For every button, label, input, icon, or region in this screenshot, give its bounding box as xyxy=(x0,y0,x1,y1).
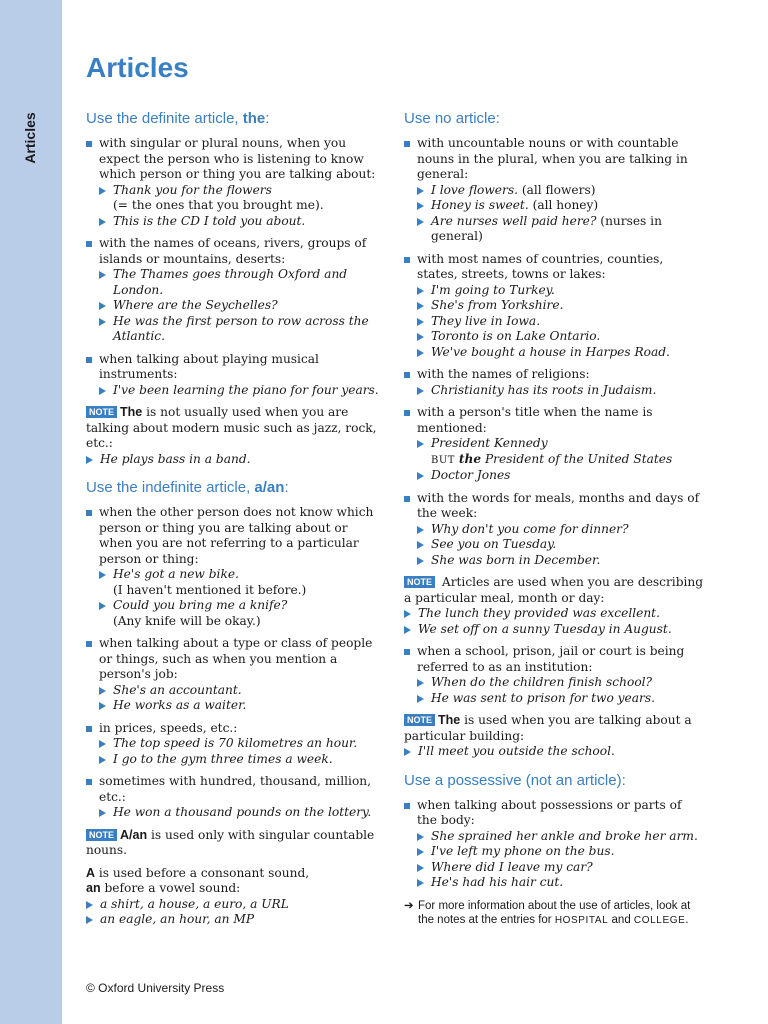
example: He won a thousand pounds on the lottery. xyxy=(99,805,382,821)
bullet-icon xyxy=(404,410,410,416)
definite-article-heading: Use the definite article, the: xyxy=(86,110,270,127)
rule-item: when the other person does not know which person or thing you are talking about or when you are not referring to a particular person or thing: He's got a new bike. (I haven't mentioned it before.) Could you bring me a knife? (Any knife will be okay.) xyxy=(86,505,382,629)
triangle-icon xyxy=(99,740,106,748)
example: He's got a new bike. xyxy=(99,567,382,583)
example: I've been learning the piano for four years. xyxy=(99,383,382,399)
triangle-icon xyxy=(417,833,424,841)
rule-item: when talking about a type or class of people or things, such as when you mention a person's job: She's an accountant. He works as a waiter. xyxy=(86,636,382,714)
example: Toronto is on Lake Ontario. xyxy=(417,329,704,345)
rule-item: with a person's title when the name is mentioned: President Kennedy BUT the President of the United States Doctor Jones xyxy=(404,405,704,484)
example: He plays bass in a band. xyxy=(86,452,382,468)
left-column xyxy=(86,110,382,928)
example: When do the children finish school? xyxy=(417,675,704,691)
example: We set off on a sunny Tuesday in August. xyxy=(404,622,704,638)
triangle-icon xyxy=(417,349,424,357)
triangle-icon xyxy=(404,748,411,756)
no-article-heading: Use no article: xyxy=(404,110,500,127)
bullet-icon xyxy=(86,726,92,732)
triangle-icon xyxy=(417,472,424,480)
triangle-icon xyxy=(99,318,106,326)
example: See you on Tuesday. xyxy=(417,537,704,553)
triangle-icon xyxy=(99,687,106,695)
rule-item: in prices, speeds, etc.: The top speed is 70 kilometres an hour. I go to the gym three times a week. xyxy=(86,721,382,768)
bullet-icon xyxy=(86,641,92,647)
bullet-icon xyxy=(86,241,92,247)
example: He works as a waiter. xyxy=(99,698,382,714)
example: He's had his hair cut. xyxy=(417,875,704,891)
triangle-icon xyxy=(99,702,106,710)
triangle-icon xyxy=(99,809,106,817)
triangle-icon xyxy=(99,302,106,310)
bullet-icon xyxy=(86,510,92,516)
rule-item: with the names of oceans, rivers, groups of islands or mountains, deserts: The Thames goes through Oxford and London. Where are the Seychelles? He was the first person to row across the Atlantic. xyxy=(86,236,382,345)
bullet-icon xyxy=(404,496,410,502)
copyright: © Oxford University Press xyxy=(86,981,225,995)
note-badge: NOTE xyxy=(404,576,435,588)
xref-hospital[interactable]: HOSPITAL xyxy=(554,915,609,926)
triangle-icon xyxy=(417,333,424,341)
triangle-icon xyxy=(417,187,424,195)
sidebar-band xyxy=(0,0,62,1024)
triangle-icon xyxy=(99,387,106,395)
bullet-icon xyxy=(404,803,410,809)
triangle-icon xyxy=(417,287,424,295)
arrow-icon: ➔ xyxy=(404,899,414,912)
example: She's from Yorkshire. xyxy=(417,298,704,314)
see-also: ➔ For more information about the use of articles, look at the notes at the entries for HOSPITAL and COLLEGE. xyxy=(404,899,691,926)
triangle-icon xyxy=(417,557,424,565)
triangle-icon xyxy=(417,864,424,872)
bullet-icon xyxy=(404,257,410,263)
bullet-icon xyxy=(404,141,410,147)
example: a shirt, a house, a euro, a URL xyxy=(86,897,382,913)
note-badge: NOTE xyxy=(86,406,117,418)
right-column xyxy=(404,110,704,929)
note-badge: NOTE xyxy=(404,714,435,726)
bullet-icon xyxy=(404,649,410,655)
example: They live in Iowa. xyxy=(417,314,704,330)
xref-college[interactable]: COLLEGE xyxy=(633,915,686,926)
rule-item: with singular or plural nouns, when you expect the person who is listening to know which person or thing you are talking about: Thank you for the flowers (= the ones that you brought me). This is the CD I told you about. xyxy=(86,136,382,229)
triangle-icon xyxy=(404,610,411,618)
indefinite-article-heading: Use the indefinite article, a/an: xyxy=(86,479,289,496)
example: The Thames goes through Oxford and London. xyxy=(99,267,382,298)
example: Where did I leave my car? xyxy=(417,860,704,876)
example: Are nurses well paid here? (nurses in general) xyxy=(417,214,704,245)
triangle-icon xyxy=(417,695,424,703)
example: She sprained her ankle and broke her arm. xyxy=(417,829,704,845)
bullet-icon xyxy=(86,357,92,363)
example: President Kennedy xyxy=(417,436,704,452)
example: This is the CD I told you about. xyxy=(99,214,382,230)
rule-item: with the words for meals, months and days of the week: Why don't you come for dinner? See you on Tuesday. She was born in December. xyxy=(404,491,704,569)
rule-item: sometimes with hundred, thousand, million, etc.: He won a thousand pounds on the lottery. xyxy=(86,774,382,821)
note-badge: NOTE xyxy=(86,829,117,841)
example: Could you bring me a knife? xyxy=(99,598,382,614)
example: an eagle, an hour, an MP xyxy=(86,912,382,928)
triangle-icon xyxy=(99,571,106,579)
triangle-icon xyxy=(404,626,411,634)
possessive-heading: Use a possessive (not an article): xyxy=(404,771,626,789)
example: He was the first person to row across the Atlantic. xyxy=(99,314,382,345)
triangle-icon xyxy=(99,602,106,610)
rule-item: with the names of religions: Christianity has its roots in Judaism. xyxy=(404,367,704,398)
triangle-icon xyxy=(417,218,424,226)
triangle-icon xyxy=(86,916,93,924)
example: Where are the Seychelles? xyxy=(99,298,382,314)
triangle-icon xyxy=(417,318,424,326)
example: Honey is sweet. (all honey) xyxy=(417,198,704,214)
rule-item: when talking about possessions or parts of the body: She sprained her ankle and broke her arm. I've left my phone on the bus. Where did I leave my car? He's had his hair cut. xyxy=(404,798,704,891)
example: Thank you for the flowers xyxy=(99,183,382,199)
triangle-icon xyxy=(417,848,424,856)
bullet-icon xyxy=(86,141,92,147)
example: The top speed is 70 kilometres an hour. xyxy=(99,736,382,752)
example: I've left my phone on the bus. xyxy=(417,844,704,860)
example: I'm going to Turkey. xyxy=(417,283,704,299)
example: The lunch they provided was excellent. xyxy=(404,606,704,622)
triangle-icon xyxy=(417,440,424,448)
triangle-icon xyxy=(417,387,424,395)
example: I'll meet you outside the school. xyxy=(404,744,704,760)
rule-item: when a school, prison, jail or court is being referred to as an institution: When do the children finish school? He was sent to prison for two years. xyxy=(404,644,704,706)
note-block: NOTE The is not usually used when you are talking about modern music such as jazz, rock, etc.: He plays bass in a band. xyxy=(86,405,382,467)
sidebar-label: Articles xyxy=(22,112,38,164)
note-block: NOTE The is used when you are talking about a particular building: I'll meet you outside the school. xyxy=(404,713,704,760)
triangle-icon xyxy=(86,456,93,464)
triangle-icon xyxy=(99,218,106,226)
note-block: NOTE A/an is used only with singular countable nouns. xyxy=(86,827,375,857)
example: He was sent to prison for two years. xyxy=(417,691,704,707)
but-example: BUT the President of the United States xyxy=(431,451,673,466)
triangle-icon xyxy=(417,679,424,687)
note-block: NOTE Articles are used when you are describing a particular meal, month or day: The lunch they provided was excellent. We set off on a sunny Tuesday in August. xyxy=(404,575,704,636)
example: She was born in December. xyxy=(417,553,704,569)
example: We've bought a house in Harpes Road. xyxy=(417,345,704,361)
example: Doctor Jones xyxy=(417,468,704,484)
example: I love flowers. (all flowers) xyxy=(417,183,704,199)
page-title: Articles xyxy=(86,52,189,83)
triangle-icon xyxy=(417,879,424,887)
example: She's an accountant. xyxy=(99,683,382,699)
triangle-icon xyxy=(99,756,106,764)
example: Why don't you come for dinner? xyxy=(417,522,704,538)
triangle-icon xyxy=(99,271,106,279)
rule-item: when talking about playing musical instruments: I've been learning the piano for four years. xyxy=(86,352,382,399)
bullet-icon xyxy=(404,372,410,378)
triangle-icon xyxy=(99,187,106,195)
rule-item: with most names of countries, counties, states, streets, towns or lakes: I'm going to Turkey. She's from Yorkshire. They live in Iowa. Toronto is on Lake Ontario. We've bought a house in Harpes Road. xyxy=(404,252,704,361)
example: I go to the gym three times a week. xyxy=(99,752,382,768)
triangle-icon xyxy=(417,526,424,534)
triangle-icon xyxy=(417,302,424,310)
triangle-icon xyxy=(86,901,93,909)
triangle-icon xyxy=(417,202,424,210)
sound-rule: A is used before a consonant sound, an before a vowel sound: a shirt, a house, a euro, a URL an eagle, an hour, an MP xyxy=(86,866,382,928)
triangle-icon xyxy=(417,541,424,549)
rule-item: with uncountable nouns or with countable nouns in the plural, when you are talking in general: I love flowers. (all flowers) Honey is sweet. (all honey) Are nurses well paid here? (nurses in general) xyxy=(404,136,704,245)
bullet-icon xyxy=(86,779,92,785)
example: Christianity has its roots in Judaism. xyxy=(417,383,704,399)
